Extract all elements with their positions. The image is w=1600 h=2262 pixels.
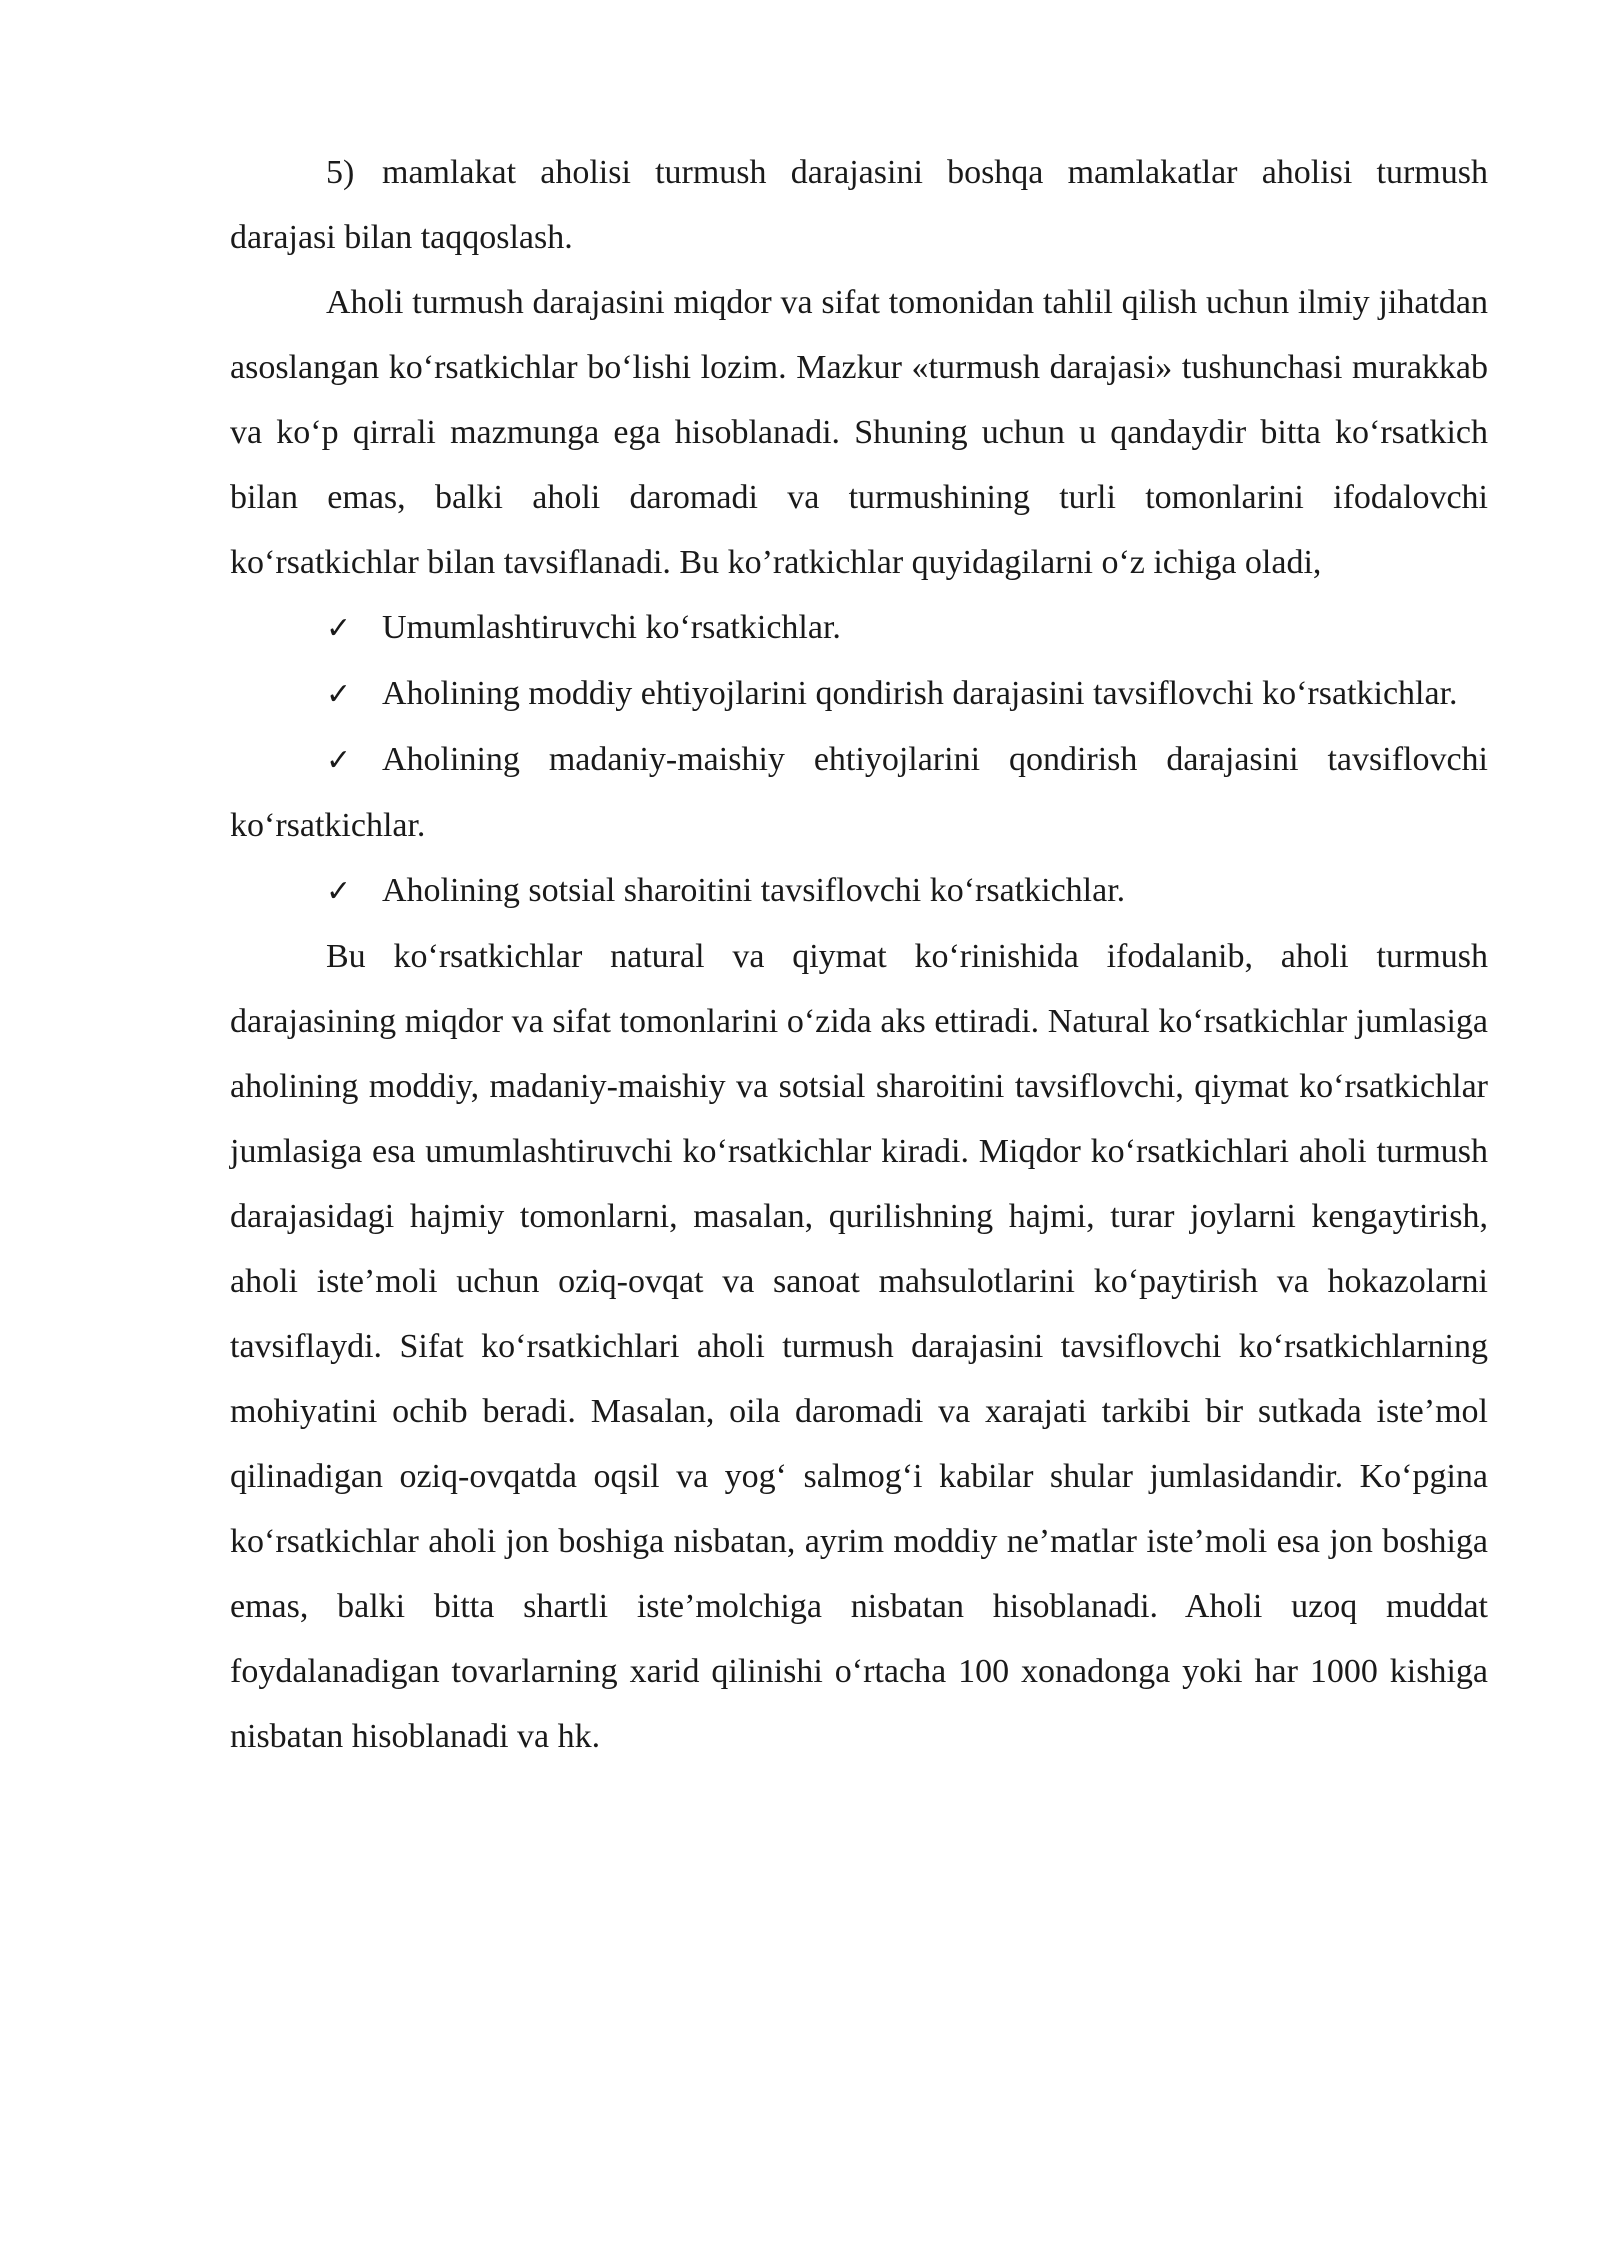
checklist-item-2 <box>230 661 1488 727</box>
document-body <box>230 140 1488 1769</box>
checklist-item-text: Aholining moddiy ehtiyojlarini qondirish darajasini tavsiflovchi ko‘rsatkichlar. <box>382 675 1458 712</box>
checklist-item-text: Umumlashtiruvchi ko‘rsatkichlar. <box>382 609 841 646</box>
numbered-item-text: mamlakat aholisi turmush darajasini boshqa mamlakatlar aholisi turmush darajasi bilan taqqoslash. <box>230 154 1488 256</box>
paragraph-indicators-intro: Aholi turmush darajasini miqdor va sifat tomonidan tahlil qilish uchun ilmiy jihatdan asoslangan ko‘rsatkichlar bo‘lishi lozim. Mazkur «turmush darajasi» tushunchasi murakkab va ko‘p qirrali mazmunga ega hisoblanadi. Shuning uchun u qandaydir bitta ko‘rsatkich bilan emas, balki aholi daromadi va turmushining turli tomonlarini ifodalovchi ko‘rsatkichlar bilan tavsiflanadi. Bu ko’ratkichlar quyidagilarni o‘z ichiga oladi, <box>230 284 1488 581</box>
checklist-item-3 <box>230 727 1488 858</box>
checkmark-icon: ✓ <box>326 874 352 909</box>
checkmark-icon: ✓ <box>326 677 352 712</box>
item-number: 5) <box>326 154 355 191</box>
numbered-item-5 <box>230 140 1488 270</box>
checklist-item-text: Aholining sotsial sharoitini tavsiflovchi ko‘rsatkichlar. <box>382 872 1126 909</box>
checklist-item-1 <box>230 595 1488 661</box>
checkmark-icon: ✓ <box>326 611 352 646</box>
checkmark-icon: ✓ <box>326 743 352 778</box>
checklist-item-text: Aholining madaniy-maishiy ehtiyojlarini qondirish darajasini tavsiflovchi ko‘rsatkichlar. <box>230 741 1488 844</box>
paragraph-indicator-types: Bu ko‘rsatkichlar natural va qiymat ko‘rinishida ifodalanib, aholi turmush darajasining miqdor va sifat tomonlarini o‘zida aks ettiradi. Natural ko‘rsatkichlar jumlasiga aholining moddiy, madaniy-maishiy va sotsial sharoitini tavsiflovchi, qiymat ko‘rsatkichlar jumlasiga esa umumlashtiruvchi ko‘rsatkichlar kiradi. Miqdor ko‘rsatkichlari aholi turmush darajasidagi hajmiy tomonlarni, masalan, qurilishning hajmi, turar joylarni kengaytirish, aholi iste’moli uchun oziq-ovqat va sanoat mahsulotlarini ko‘paytirish va hokazolarni tavsiflaydi. Sifat ko‘rsatkichlari aholi turmush darajasini tavsiflovchi ko‘rsatkichlarning mohiyatini ochib beradi. Masalan, oila daromadi va xarajati tarkibi bir sutkada iste’mol qilinadigan oziq-ovqatda oqsil va yog‘ salmog‘i kabilar shular jumlasidandir. Ko‘pgina ko‘rsatkichlar aholi jon boshiga nisbatan, ayrim moddiy ne’matlar iste’moli esa jon boshiga emas, balki bitta shartli iste’molchiga nisbatan hisoblanadi. Aholi uzoq muddat foydalanadigan tovarlarning xarid qilinishi o‘rtacha 100 xonadonga yoki har 1000 kishiga nisbatan hisoblanadi va hk. <box>230 938 1488 1755</box>
checklist-item-4 <box>230 858 1488 924</box>
